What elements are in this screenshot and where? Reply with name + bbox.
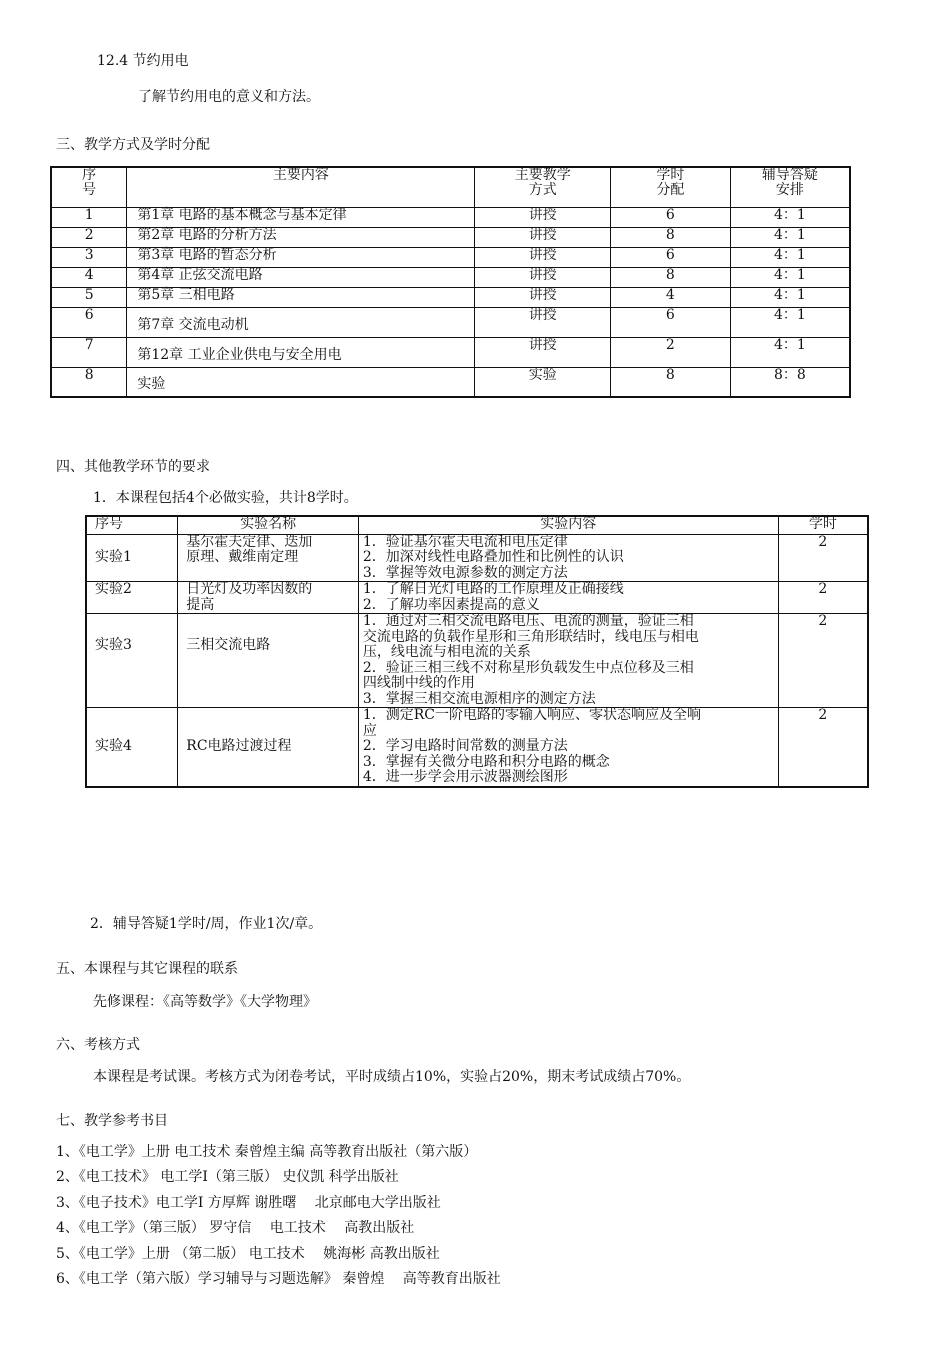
section-5-heading: 五、本课程与其它课程的联系 [56, 961, 238, 977]
table-row: 实验4 RC电路过渡过程 1．测定RC一阶电路的零输入响应、零状态响应及全响 应 2．学习电路时间常数的测量方法 3．掌握有关微分电路和积分电路的概念 4．进一步学会用示波器测绘图形 2 [86, 708, 868, 787]
header-name: 实验名称 [178, 516, 359, 534]
header-content: 实验内容 [358, 516, 778, 534]
book-item: 2、《电工技术》 电工学Ⅰ（第三版） 史仪凯 科学出版社 [56, 1169, 399, 1185]
book-item: 1、《电工学》上册 电工技术 秦曾煌主编 高等教育出版社（第六版） [56, 1144, 478, 1160]
section-5-body: 先修课程：《高等数学》《大学物理》 [93, 994, 317, 1010]
table-row: 7 第12章 工业企业供电与安全用电 讲授 2 4：1 [51, 337, 850, 367]
book-item: 4、《电工学》（第三版） 罗守信 电工技术 高教出版社 [56, 1220, 415, 1236]
table-row: 实验3 三相交流电路 1．通过对三相交流电路电压、电流的测量，验证三相 交流电路的负载作星形和三角形联结时，线电压与相电 压，线电流与相电流的关系 2．验证三相三线不对称星形负载发生中点位移及三相 四线制中线的作用 3．掌握三相交流电源相序的测定方法 2 [86, 614, 868, 708]
table-header-row [86, 516, 868, 534]
experiments-table [85, 515, 869, 788]
table-row: 1 第1章 电路的基本概念与基本定律 讲授 6 4：1 [51, 207, 850, 227]
table-row: 实验1 基尔霍夫定律、迭加 原理、戴维南定理 1．验证基尔霍夫电流和电压定律 2．加深对线性电路叠加性和比例性的认识 3．掌握等效电源参数的测定方法 2 [86, 534, 868, 582]
book-item: 5、《电工学》上册 （第二版） 电工技术 姚海彬 高教出版社 [56, 1246, 440, 1262]
table-row: 5 第5章 三相电路 讲授 4 4：1 [51, 287, 850, 307]
table-row: 6 第7章 交流电动机 讲授 6 4：1 [51, 307, 850, 337]
section-12-4-body: 了解节约用电的意义和方法。 [138, 89, 320, 105]
section-7-heading: 七、教学参考书目 [56, 1113, 168, 1129]
section-4-item-2: 2．辅导答疑1学时/周，作业1次/章。 [90, 916, 323, 932]
header-content: 主要内容 [127, 167, 475, 207]
section-6-heading: 六、考核方式 [56, 1037, 140, 1053]
table-header-row [51, 167, 850, 207]
section-12-4-title: 12.4 节约用电 [97, 53, 189, 69]
header-ratio: 辅导答疑 安排 [730, 167, 850, 207]
table-row: 2 第2章 电路的分析方法 讲授 8 4：1 [51, 227, 850, 247]
table-row: 3 第3章 电路的暂态分析 讲授 6 4：1 [51, 247, 850, 267]
section-6-body: 本课程是考试课。考核方式为闭卷考试，平时成绩占10%，实验占20%，期末考试成绩占70%。 [93, 1069, 691, 1085]
book-item: 3、《电子技术》电工学Ⅰ 方厚辉 谢胜曙 北京邮电大学出版社 [56, 1195, 441, 1211]
header-hours: 学时 分配 [611, 167, 731, 207]
teaching-hours-table [50, 166, 851, 398]
section-3-heading: 三、教学方式及学时分配 [56, 137, 210, 153]
table-row: 4 第4章 正弦交流电路 讲授 8 4：1 [51, 267, 850, 287]
header-method: 主要教学 方式 [475, 167, 611, 207]
header-no: 序号 [86, 516, 178, 534]
section-4-heading: 四、其他教学环节的要求 [56, 459, 210, 475]
table-row: 8 实验 实验 8 8：8 [51, 367, 850, 397]
header-hours: 学时 [778, 516, 868, 534]
header-no: 序 号 [51, 167, 127, 207]
book-item: 6、《电工学（第六版）学习辅导与习题选解》 秦曾煌 高等教育出版社 [56, 1271, 501, 1287]
section-4-item-1: 1．本课程包括4个必做实验，共计8学时。 [93, 490, 358, 506]
table-row: 实验2 日光灯及功率因数的 提高 1．了解日光灯电路的工作原理及正确接线 2．了解功率因素提高的意义 2 [86, 582, 868, 614]
